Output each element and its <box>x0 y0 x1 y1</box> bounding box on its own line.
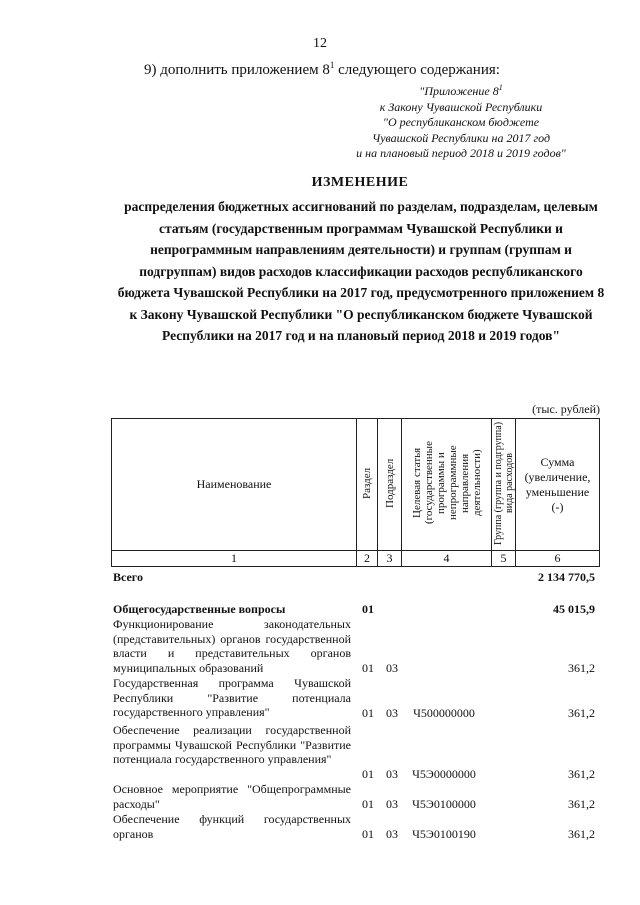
row-sum: 2 134 770,5 <box>538 570 595 584</box>
row-name: Обеспечение реализации государственной программы Чувашской Республики "Развитие потенциала государственного управления" <box>113 723 351 766</box>
row-name: Функционирование законодательных (представительных) органов государственной власти и представительных органов муниципальных образований <box>113 617 351 675</box>
annex-line-1 <box>330 80 592 100</box>
row-section: 01 <box>362 661 374 675</box>
column-number: 3 <box>378 551 402 567</box>
row-name: Обеспечение функций государственных органов <box>113 812 351 841</box>
row-section: 01 <box>362 827 374 841</box>
row-sum: 45 015,9 <box>553 602 595 616</box>
header-group-text: Группа (группа и подгруппа) вида расходов <box>492 420 515 545</box>
row-sum: 361,2 <box>568 797 595 811</box>
row-target: Ч500000000 <box>413 706 475 720</box>
header-section-text: Раздел <box>361 466 373 499</box>
header-subsection <box>378 419 402 551</box>
row-name: Основное мероприятие "Общепрограммные расходы" <box>113 782 351 811</box>
row-subsection: 03 <box>386 661 398 675</box>
header-section <box>357 419 378 551</box>
header-target-text: Целевая статья (государственные программы и непрограммные направления деятельности) <box>410 441 483 524</box>
page-number: 12 <box>313 36 327 51</box>
annex-reference <box>330 80 592 162</box>
row-subsection: 03 <box>386 767 398 781</box>
header-target <box>402 419 492 551</box>
annex-line-5: и на плановый период 2018 и 2019 годов" <box>356 146 566 160</box>
annex-line-4: Чувашской Республики на 2017 год <box>371 130 551 145</box>
column-number: 6 <box>516 551 600 567</box>
row-section: 01 <box>362 797 374 811</box>
column-number: 5 <box>492 551 516 567</box>
row-section: 01 <box>362 767 374 781</box>
row-sum: 361,2 <box>568 706 595 720</box>
header-subsection-text: Подраздел <box>383 457 396 508</box>
row-name: Всего <box>113 570 143 584</box>
intro-paragraph <box>144 60 500 79</box>
column-number: 4 <box>402 551 492 567</box>
header-sum <box>516 419 600 551</box>
header-group <box>492 419 516 551</box>
row-name: Общегосударственные вопросы <box>113 602 286 616</box>
row-subsection: 03 <box>386 827 398 841</box>
column-number: 2 <box>357 551 378 567</box>
intro-superscript: 1 <box>329 60 335 70</box>
document-subheading: распределения бюджетных ассигнований по разделам, подразделам, целевым статьям (государственным программам Чувашской Республики и непрограммным направлениям деятельности) и группам (группам и подгруппам) видов расходов классификации расходов республиканского бюджета Чувашской Республики на 2017 год, предусмотренного приложением 8 к Закону Чувашской Республики "О республиканском бюджете Чувашской Республики на 2017 год и на плановый период 2018 и 2019 годов" <box>117 199 605 343</box>
annex-line-3: "О республиканском бюджете <box>382 115 540 129</box>
annex-superscript: 1 <box>498 83 503 92</box>
row-section: 01 <box>362 706 374 720</box>
row-name: Государственная программа Чувашской Республики "Развитие потенциала государственного управления" <box>113 676 351 719</box>
row-sum: 361,2 <box>568 827 595 841</box>
intro-text-before: 9) дополнить приложением 8 <box>144 62 330 78</box>
row-subsection: 03 <box>386 797 398 811</box>
annex-line-2: к Закону Чувашской Республики <box>379 99 543 114</box>
row-sum: 361,2 <box>568 661 595 675</box>
row-sum: 361,2 <box>568 767 595 781</box>
column-number: 1 <box>112 551 357 567</box>
header-name-text: Наименование <box>196 477 272 491</box>
row-target: Ч5Э0000000 <box>412 767 476 781</box>
document-heading: ИЗМЕНЕНИЕ <box>311 175 409 190</box>
row-target: Ч5Э0100190 <box>412 827 476 841</box>
header-name <box>112 419 357 551</box>
row-subsection: 03 <box>386 706 398 720</box>
intro-text-after: следующего содержания: <box>334 62 500 78</box>
table-header <box>111 418 600 567</box>
annex-line-1-text: "Приложение 8 <box>419 84 499 98</box>
row-target: Ч5Э0100000 <box>412 797 476 811</box>
header-sum-text: Сумма (увеличение, уменьшение (-) <box>524 454 591 514</box>
row-section: 01 <box>362 602 374 616</box>
units-label: (тыс. рублей) <box>532 402 600 416</box>
